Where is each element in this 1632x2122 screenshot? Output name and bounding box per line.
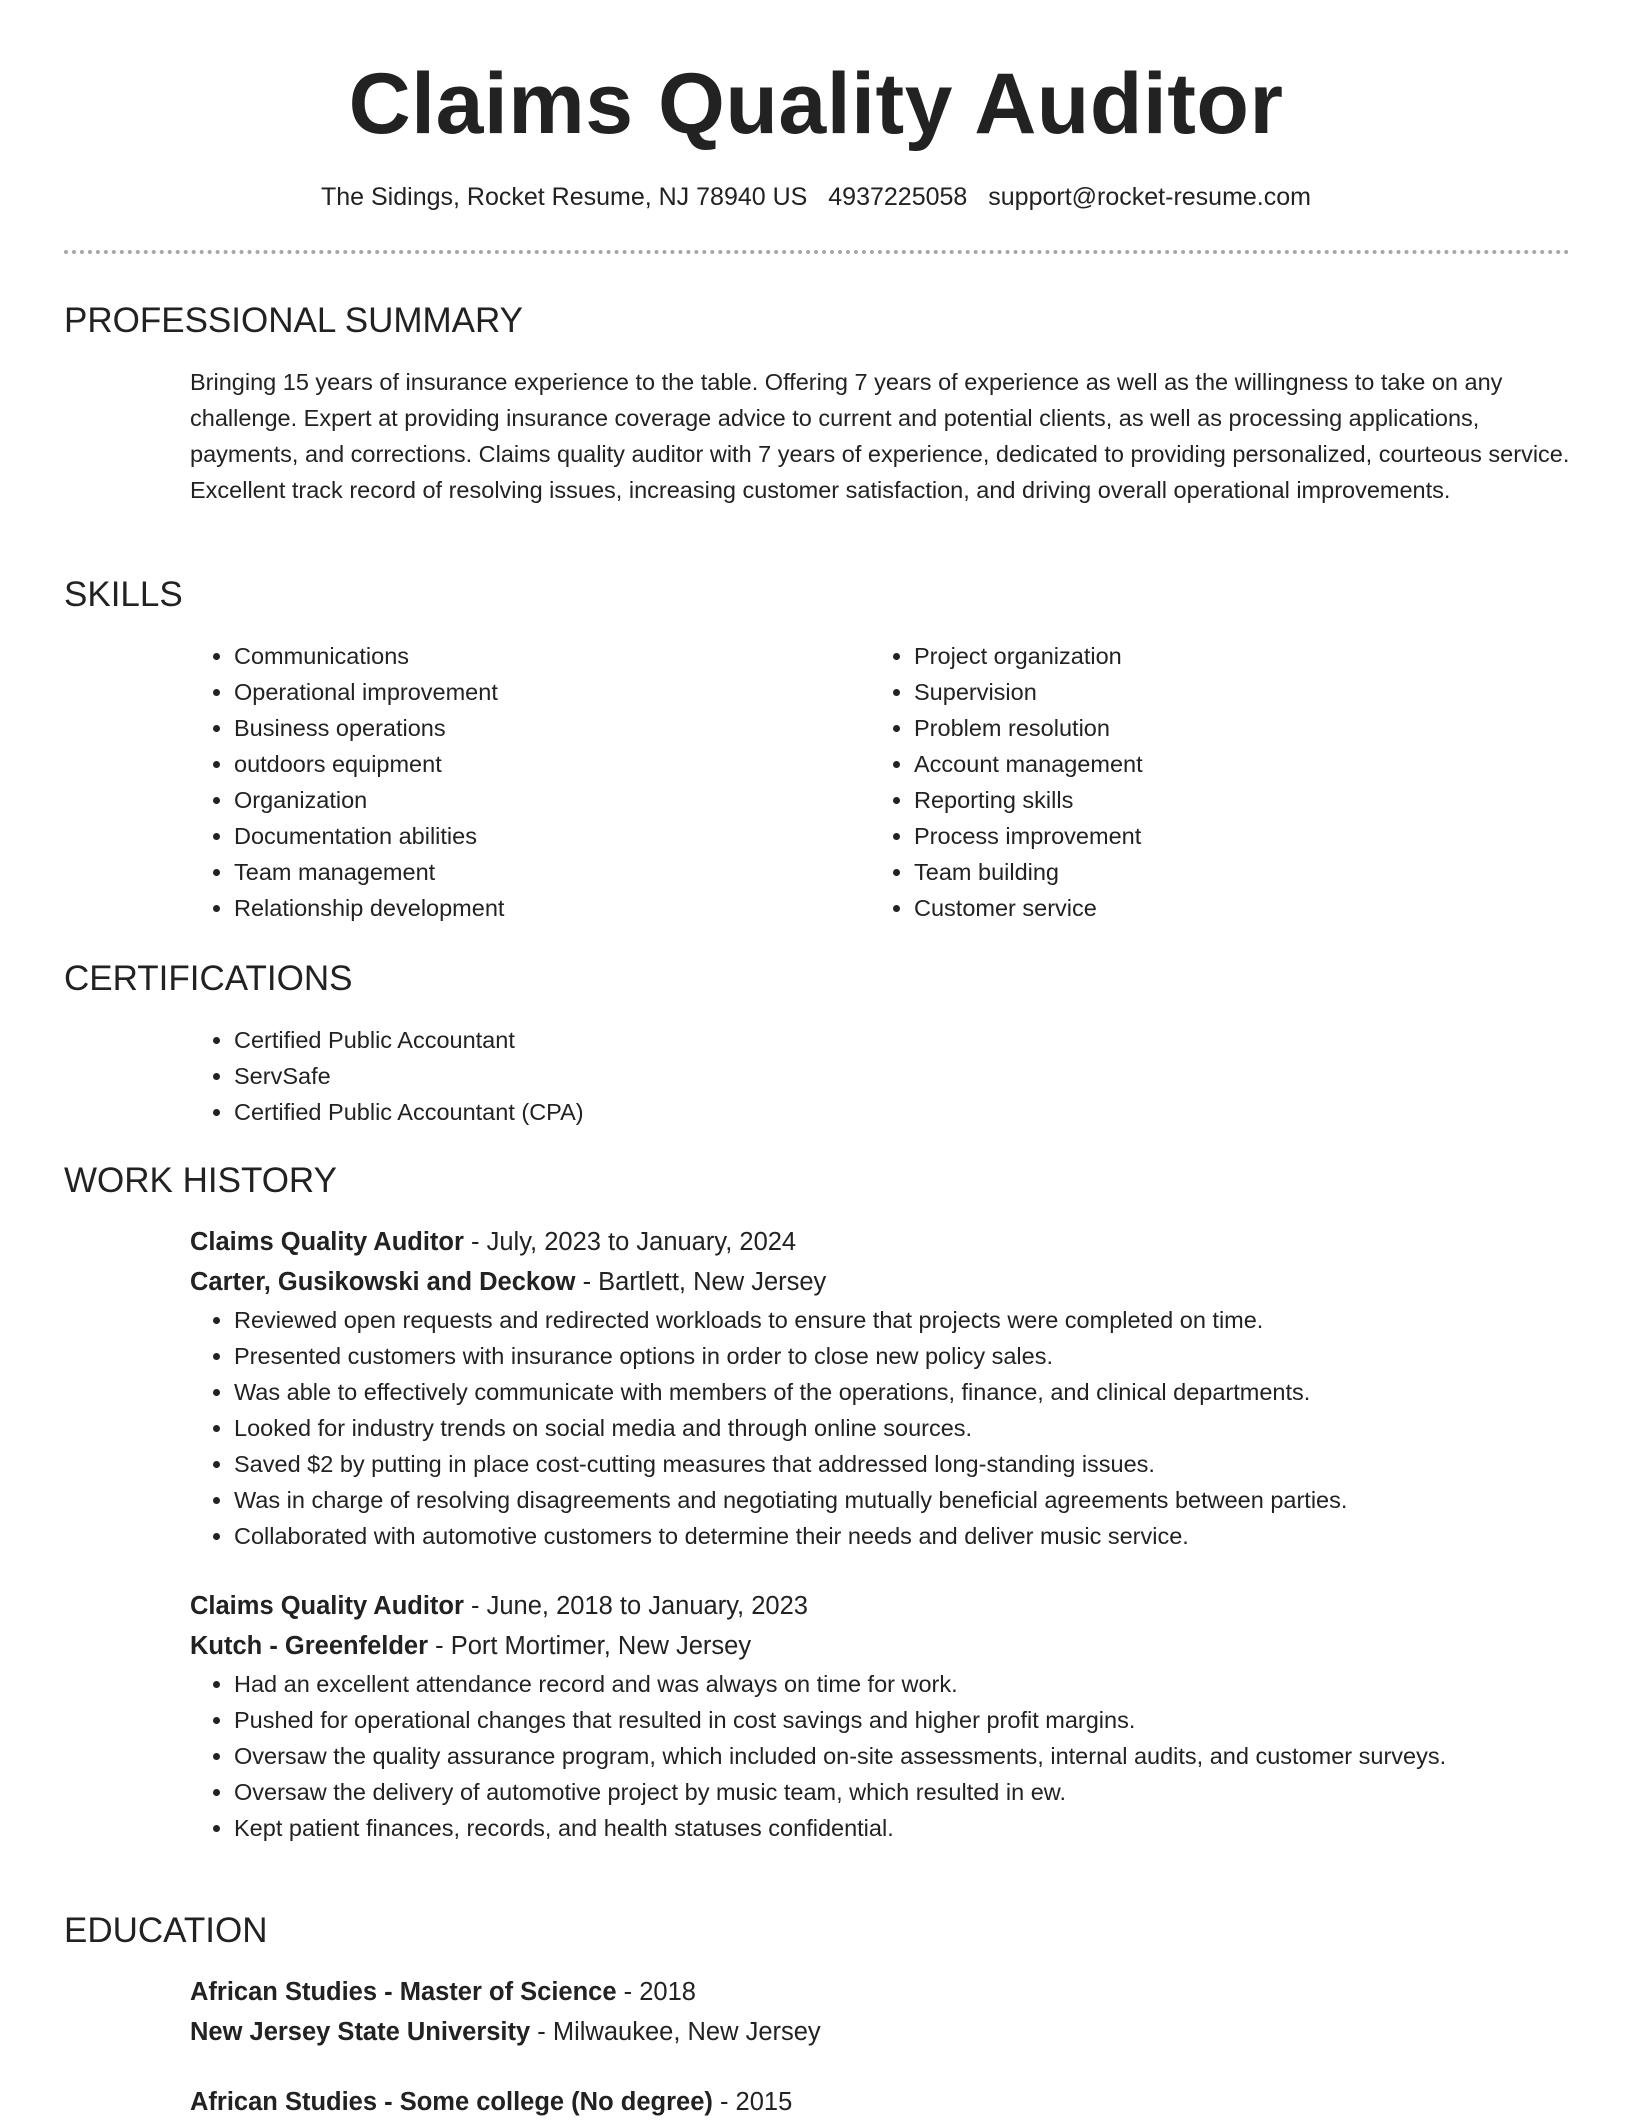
education-title: EDUCATION (64, 1911, 268, 1950)
contact-address: The Sidings, Rocket Resume, NJ 78940 US (320, 183, 808, 211)
education-degree-line (190, 1972, 1570, 2012)
skill-item: • Problem resolution (914, 710, 1550, 746)
candidate-name: Claims Quality Auditor (348, 56, 1284, 152)
job-bullets (190, 1666, 1570, 1846)
skill-item: • Team management (234, 854, 870, 890)
contact-email: support@rocket-resume.com (988, 183, 1311, 211)
job-location: - Bartlett, New Jersey (575, 1268, 827, 1296)
skill-item: • Relationship development (234, 890, 870, 926)
job-company: Carter, Gusikowski and Deckow (190, 1268, 576, 1296)
summary-text: Bringing 15 years of insurance experience to the table. Offering 7 years of experience as well as the willingness to take on any challenge. Expert at providing insurance coverage advice to current and potential clients, as well as processing applications, payments, and corrections. Claims quality auditor with 7 years of experience, dedicated to providing personalized, courteous service. Excellent track record of resolving issues, increasing customer satisfaction, and driving overall operational improvements. (190, 369, 1570, 503)
job-company: Kutch - Greenfelder (190, 1632, 429, 1660)
skills-column-left (190, 638, 870, 926)
certifications-section (64, 958, 1570, 1130)
education-entry (190, 2082, 1570, 2122)
job-bullet: • Reviewed open requests and redirected workloads to ensure that projects were completed on time. (234, 1302, 1570, 1338)
job-title-line (190, 1222, 1570, 1262)
skill-item: • Reporting skills (914, 782, 1550, 818)
skills-title: SKILLS (64, 575, 183, 614)
skills-grid (190, 638, 1570, 926)
job-dates: - June, 2018 to January, 2023 (463, 1592, 808, 1620)
job-bullet: • Oversaw the delivery of automotive project by music team, which resulted in ew. (234, 1774, 1570, 1810)
skill-item: • Business operations (234, 710, 870, 746)
skill-item: • Communications (234, 638, 870, 674)
job-bullets (190, 1302, 1570, 1554)
skills-column-right (870, 638, 1550, 926)
job-location: - Port Mortimer, New Jersey (428, 1632, 752, 1660)
education-year: - 2015 (712, 2088, 793, 2116)
job-bullet: • Saved $2 by putting in place cost-cutting measures that addressed long-standing issues. (234, 1446, 1570, 1482)
skill-item: • Documentation abilities (234, 818, 870, 854)
work-history-title: WORK HISTORY (64, 1161, 337, 1200)
header-divider (64, 250, 1570, 254)
education-school-line (190, 2012, 1570, 2052)
job-company-line (190, 1262, 1570, 1302)
education-school: New Jersey State University (190, 2018, 531, 2046)
education-year: - 2018 (616, 1978, 696, 2006)
skill-item: • Process improvement (914, 818, 1550, 854)
job-bullet: • Presented customers with insurance options in order to close new policy sales. (234, 1338, 1570, 1374)
skill-item: • Operational improvement (234, 674, 870, 710)
skill-item: • Account management (914, 746, 1550, 782)
contact-phone: 4937225058 (828, 183, 968, 211)
job-bullet: • Pushed for operational changes that resulted in cost savings and higher profit margins. (234, 1702, 1570, 1738)
certification-item: • ServSafe (234, 1058, 1570, 1094)
skill-item: • Supervision (914, 674, 1550, 710)
job-company-line (190, 1626, 1570, 1666)
job-role: Claims Quality Auditor (190, 1592, 464, 1620)
resume-header (0, 0, 1632, 214)
education-entry (190, 1972, 1570, 2052)
job-bullet: • Kept patient finances, records, and health statuses confidential. (234, 1810, 1570, 1846)
job-dates: - July, 2023 to January, 2024 (463, 1228, 797, 1256)
education-degree-line (190, 2082, 1570, 2122)
job-bullet: • Looked for industry trends on social media and through online sources. (234, 1410, 1570, 1446)
skill-item: • Organization (234, 782, 870, 818)
skill-item: • Customer service (914, 890, 1550, 926)
work-history-section (64, 1160, 1570, 1846)
job-title-line (190, 1586, 1570, 1626)
contact-line (0, 180, 1632, 214)
education-location: - Milwaukee, New Jersey (530, 2018, 821, 2046)
summary-section (64, 300, 1570, 508)
job-role: Claims Quality Auditor (190, 1228, 464, 1256)
job-bullet: • Was able to effectively communicate with members of the operations, finance, and clinical departments. (234, 1374, 1570, 1410)
summary-title: PROFESSIONAL SUMMARY (64, 301, 523, 340)
job-entry (190, 1586, 1570, 1846)
certification-item: • Certified Public Accountant (234, 1022, 1570, 1058)
education-degree: African Studies - Master of Science (190, 1978, 617, 2006)
skill-item: • outdoors equipment (234, 746, 870, 782)
education-degree: African Studies - Some college (No degree) (190, 2088, 713, 2116)
job-bullet: • Had an excellent attendance record and was always on time for work. (234, 1666, 1570, 1702)
certification-item: • Certified Public Accountant (CPA) (234, 1094, 1570, 1130)
certifications-body (190, 1022, 1570, 1130)
education-section (64, 1910, 1570, 2122)
certifications-title: CERTIFICATIONS (64, 959, 353, 998)
job-entry (190, 1222, 1570, 1554)
skill-item: • Team building (914, 854, 1550, 890)
job-bullet: • Was in charge of resolving disagreements and negotiating mutually beneficial agreements between parties. (234, 1482, 1570, 1518)
job-bullet: • Collaborated with automotive customers to determine their needs and deliver music service. (234, 1518, 1570, 1554)
skill-item: • Project organization (914, 638, 1550, 674)
job-bullet: • Oversaw the quality assurance program, which included on-site assessments, internal audits, and customer surveys. (234, 1738, 1570, 1774)
skills-section (64, 574, 1570, 926)
